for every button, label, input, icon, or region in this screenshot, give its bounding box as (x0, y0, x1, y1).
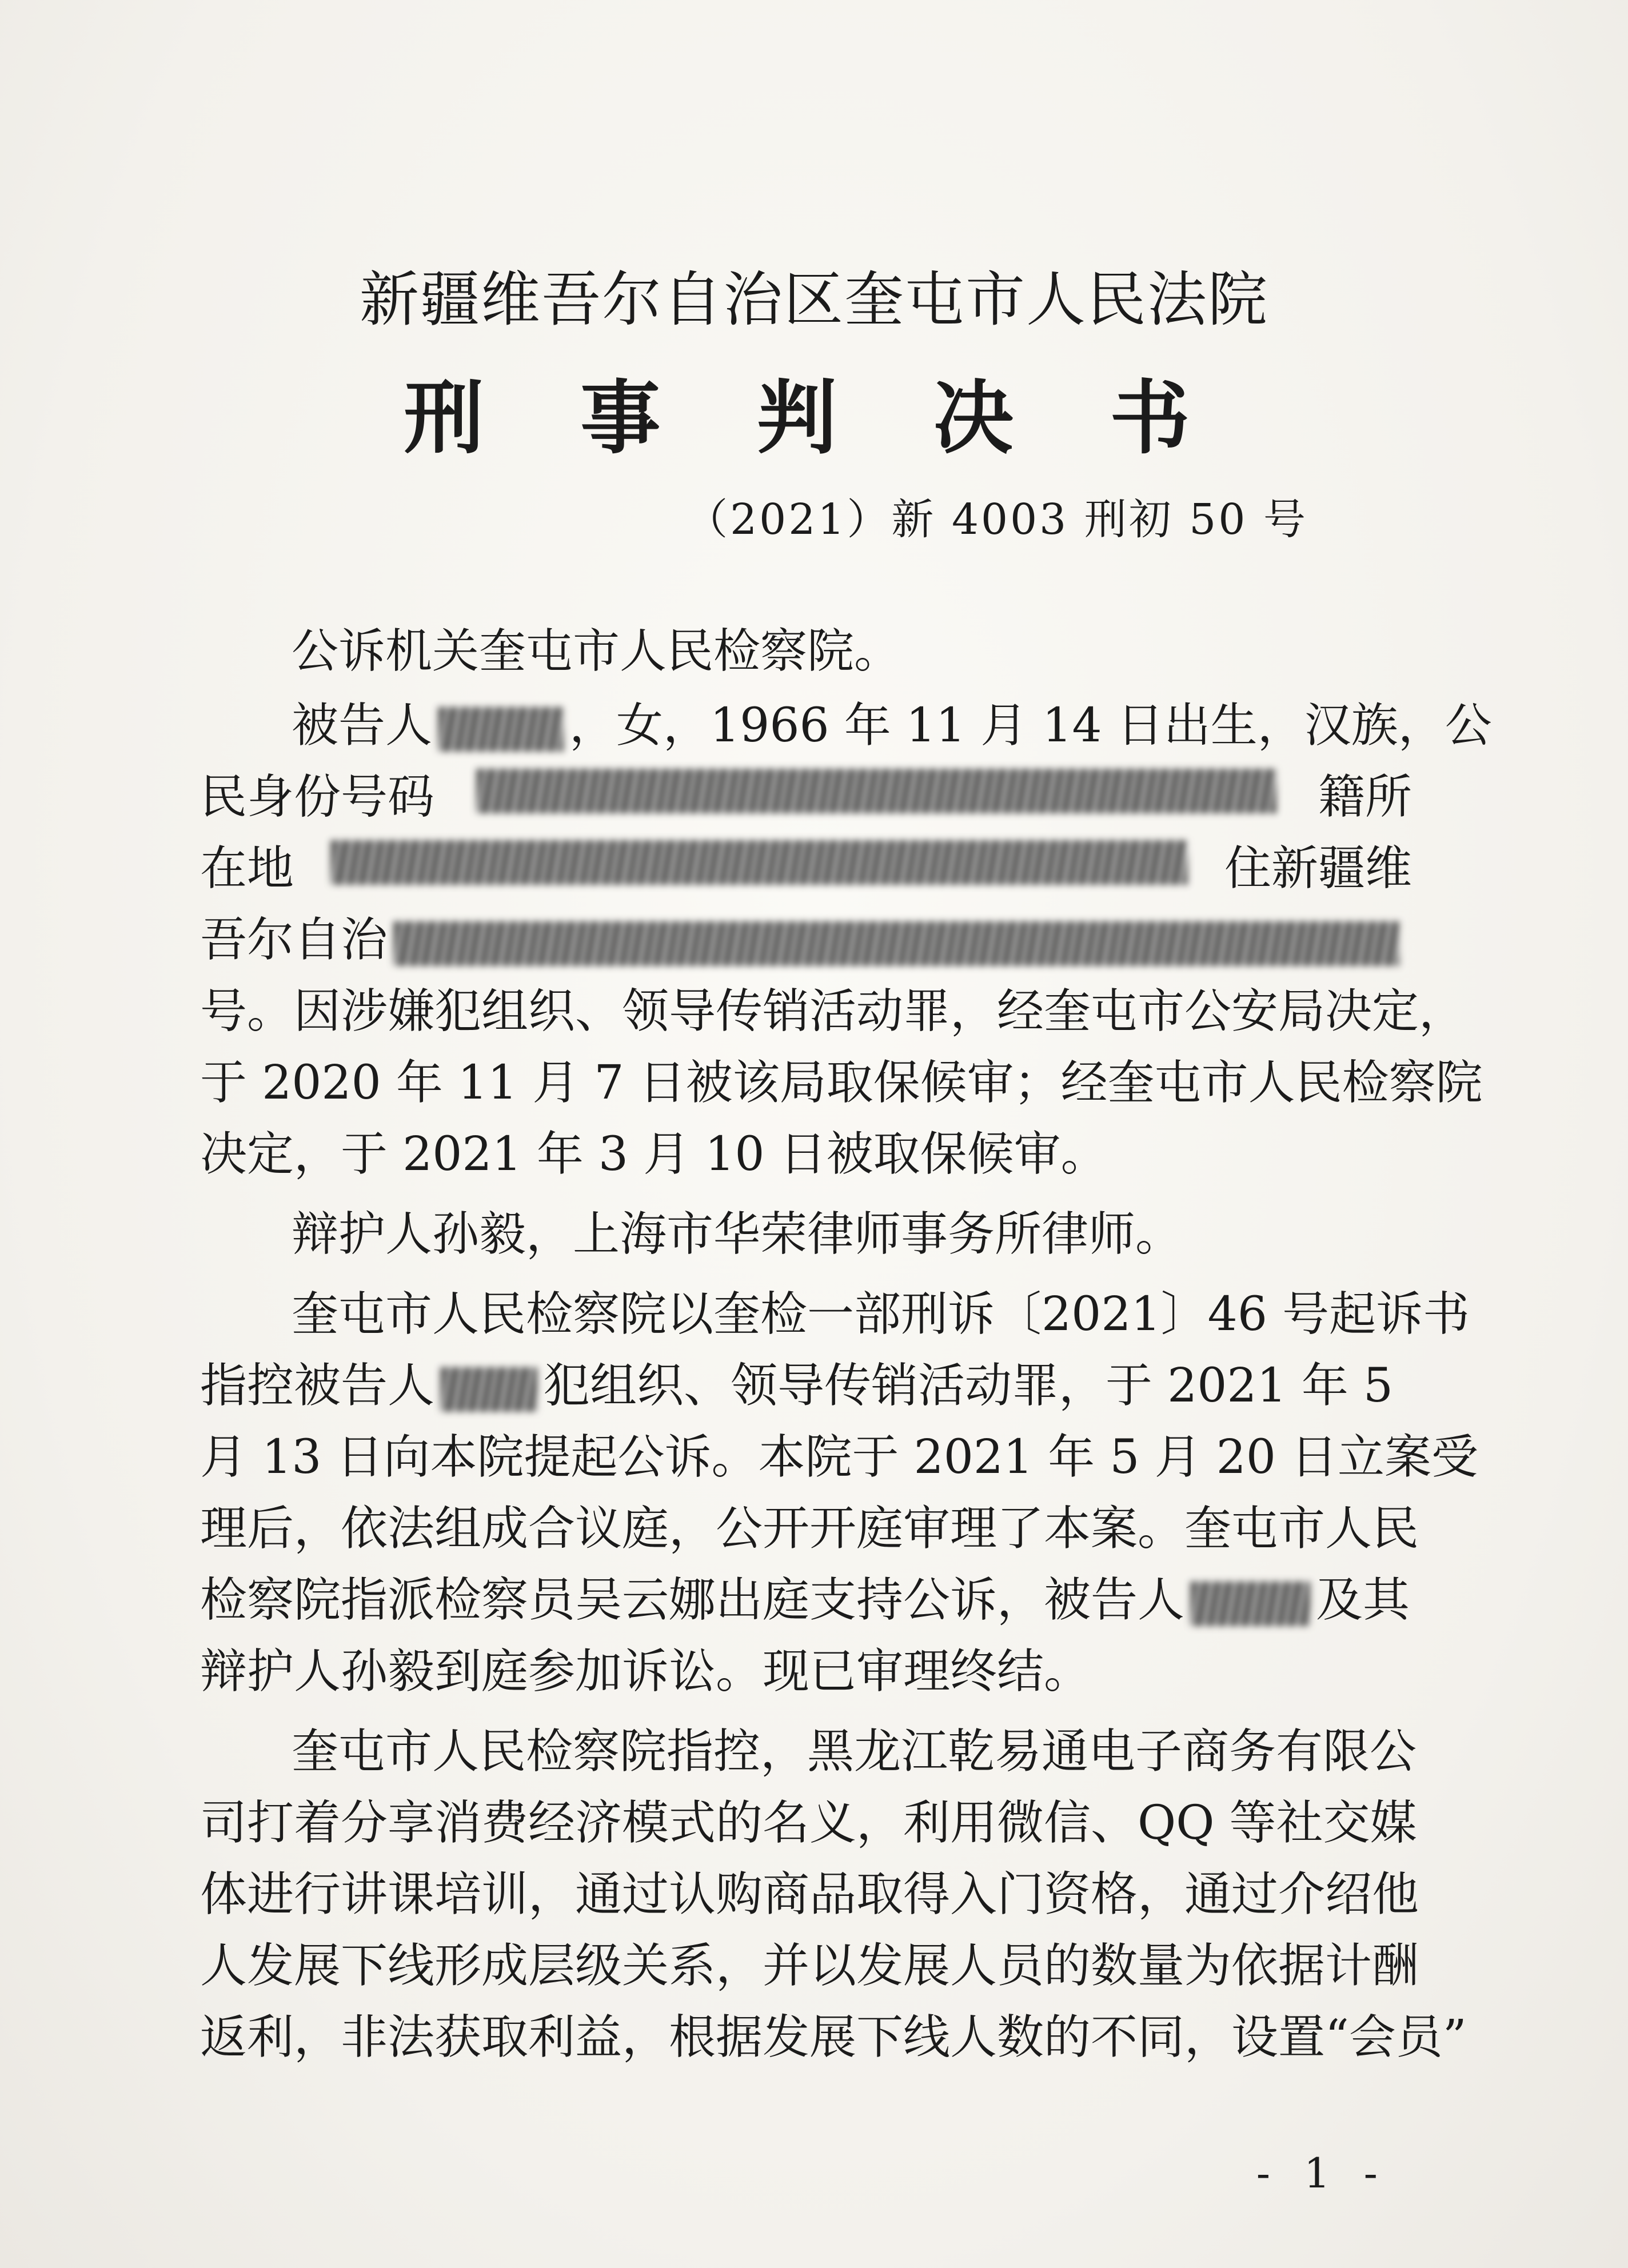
text-line: 被告人 ，女，1966 年 11 月 14 日出生，汉族，公 (292, 698, 1492, 753)
text-line: 指控被告人 犯组织、领导传销活动罪，于 2021 年 5 (200, 1359, 1394, 1413)
document-title: 刑 事 判 决 书 (404, 372, 1224, 465)
text-line: 辩护人孙毅到庭参加诉讼。现已审理终结。 (200, 1644, 1091, 1699)
text-line: 月 13 日向本院提起公诉。本院于 2021 年 5 月 20 日立案受 (200, 1430, 1479, 1484)
text-line: 司打着分享消费经济模式的名义，利用微信、QQ 等社交媒 (200, 1796, 1417, 1850)
text-line: 在地 住新疆维 (200, 841, 1412, 896)
redaction-mark (438, 707, 564, 752)
court-name: 新疆维吾尔自治区奎屯市人民法院 (359, 265, 1268, 334)
text-line: 于 2020 年 11 月 7 日被该局取保候审；经奎屯市人民检察院 (200, 1056, 1483, 1110)
text-line: 公诉机关奎屯市人民检察院。 (292, 624, 901, 678)
text-line: 奎屯市人民检察院以奎检一部刑诉〔2021〕46 号起诉书 (292, 1287, 1470, 1341)
text-line: 民身份号码 籍所 (200, 770, 1412, 824)
redaction-mark (476, 769, 1276, 813)
text-line: 人发展下线形成层级关系，并以发展人员的数量为依据计酬 (200, 1939, 1419, 1993)
redaction-mark (330, 840, 1188, 885)
page-number: - 1 - (1256, 2149, 1388, 2197)
text-line: 吾尔自治 (200, 912, 1412, 969)
text-line: 奎屯市人民检察院指控，黑龙江乾易通电子商务有限公 (292, 1724, 1417, 1779)
redaction-mark (1190, 1582, 1310, 1626)
redaction-mark (393, 921, 1399, 966)
text-line: 检察院指派检察员吴云娜出庭支持公诉，被告人 及其 (200, 1573, 1410, 1627)
text-line: 理后，依法组成合议庭，公开开庭审理了本案。奎屯市人民 (200, 1502, 1419, 1556)
case-number: （2021）新 4003 刑初 50 号 (685, 495, 1308, 544)
text-line: 返利，非法获取利益，根据发展下线人数的不同，设置“会员” (200, 2010, 1467, 2065)
redaction-mark (440, 1367, 537, 1412)
text-line: 决定，于 2021 年 3 月 10 日被取保候审。 (200, 1127, 1108, 1181)
text-line: 辩护人孙毅，上海市华荣律师事务所律师。 (292, 1207, 1183, 1261)
text-line: 体进行讲课培训，通过认购商品取得入门资格，通过介绍他 (200, 1867, 1419, 1922)
text-line: 号。因涉嫌犯组织、领导传销活动罪，经奎屯市公安局决定， (200, 984, 1466, 1039)
